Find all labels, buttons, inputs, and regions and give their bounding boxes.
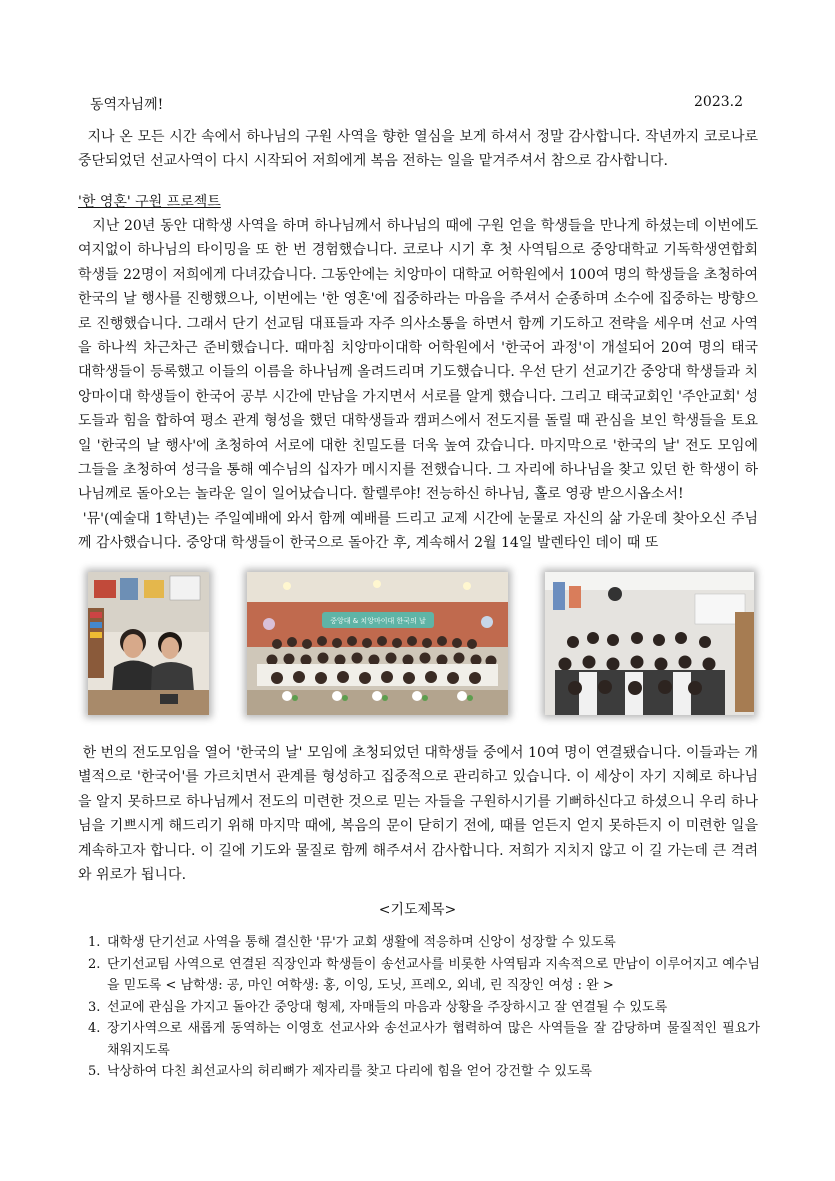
photo-group-event <box>247 572 508 715</box>
main-paragraph-2: '뮤'(예술대 1학년)는 주일예배에 와서 함께 예배를 드리고 교제 시간에 눈물로 자신의 삶 가운데 찾아오신 주님께 감사했습니다. 중앙대 학생들이 한국으로 돌아간 후, 계속해서 2월 14일 발렌타인 데이 때 또 <box>78 510 758 552</box>
after-body: 한 번의 전도모임을 열어 '한국의 날' 모임에 초청되었던 대학생들 중에서 10여 명이 연결됐습니다. 이들과는 개별적으로 '한국어'를 가르치면서 관계를 형성하고 집중적으로 관리하고 있습니다. 이 세상이 자기 지혜로 하나님을 알지 못하므로 하나님께서 전도의 미련한 것으로 믿는 자들을 구원하시기를 기뻐하신다고 하셨으니 우리 하나님을 기쁘시게 해드리기 위해 마지막 때에, 복음의 문이 닫히기 전에, 때를 얻든지 얻지 못하든지 이 미련한 일을 계속하고자 합니다. 이 길에 기도와 물질로 함께 해주셔서 감사합니다. 저희가 지치지 않고 이 길 가는데 큰 격려와 위로가 됩니다. <box>78 745 758 884</box>
main-paragraph: 지난 20년 동안 대학생 사역을 하며 하나님께서 하나님의 때에 구원 얻을 학생들을 만나게 하셨는데 이번에도 여지없이 하나님의 타이밍을 또 한 번 경험했습니다. 코로나 시기 후 첫 사역팀으로 중앙대학교 기독학생연합회 학생들 22명이 저희에게 다녀갔습니다. 그동안에는 치앙마이 대학교 어학원에서 100여 명의 학생들을 초청하여 한국의 날 행사를 진행했으나, 이번에는 '한 영혼'에 집중하라는 마음을 주셔서 순종하며 소수에 집중하는 방향으로 진행했습니다. 그래서 단기 선교팀 대표들과 자주 의사소통을 하면서 함께 기도하고 전략을 세우며 선교 사역을 하나씩 차근차근 준비했습니다. 때마침 치앙마이대학 어학원에서 '한국어 과정'이 개설되어 20여 명의 태국 대학생들이 등록했고 이들의 이름을 하나님께 올려드리며 기도했습니다. 우선 단기 선교기간 중앙대 학생들과 치앙마이대 학생들이 한국어 공부 시간에 만남을 가지면서 서로를 알게 했습니다. 그리고 태국교회인 '주안교회' 성도들과 힘을 합하여 평소 관계 형성을 했던 대학생들과 캠퍼스에서 전도지를 돌릴 때 관심을 보인 학생들을 토요일 '한국의 날 행사'에 초청하여 서로에 대한 친밀도를 더욱 높여 갔습니다. 마지막으로 '한국의 날' 전도 모임에 그들을 초청하여 성극을 통해 예수님의 십자가 메시지를 전했습니다. 그 자리에 하나님을 찾고 있던 한 학생이 하나님께로 돌아오는 놀라운 일이 일어났습니다. 할렐루야! 전능하신 하나님, 홀로 영광 받으시옵소서! <box>78 218 758 503</box>
prayer-item: 1. 대학생 단기선교 사역을 통해 결신한 '뮤'가 교회 생활에 적응하며 신앙이 성장할 수 있도록 <box>88 935 616 950</box>
section-heading: '한 영혼' 구원 프로젝트 <box>78 194 221 210</box>
prayer-item: 3. 선교에 관심을 가지고 돌아간 중앙대 형제, 자매들의 마음과 상황을 주장하시고 잘 연결될 수 있도록 <box>88 999 668 1015</box>
intro-paragraph: 지나 온 모든 시간 속에서 하나님의 구원 사역을 향한 열심을 보게 하셔서 정말 감사합니다. 작년까지 코로나로 중단되었던 선교사역이 다시 시작되어 저희에게 복음 전하는 일을 맡겨주셔서 참으로 감사합니다. <box>78 129 758 170</box>
photo-banner-text: 중앙대 & 치앙마이대 한국의 날 <box>330 617 426 625</box>
photo-two-students <box>88 572 209 715</box>
date: 2023.2 <box>694 94 743 110</box>
main-body <box>78 214 758 554</box>
prayer-list <box>88 932 760 1083</box>
photo-classroom-group <box>545 572 754 715</box>
greeting: 동역자님께! <box>90 97 164 113</box>
prayer-item: 4. 장기사역으로 새롭게 동역하는 이영호 선교사와 송선교사가 협력하여 많은 사역들을 잘 감당하며 물질적인 필요가 채워지도록 <box>88 1021 760 1058</box>
prayer-title: <기도제목> <box>378 902 457 918</box>
prayer-item: 2. 단기선교팀 사역으로 연결된 직장인과 학생들이 송선교사를 비롯한 사역팀과 지속적으로 만남이 이루어지고 예수님을 믿도록 < 남학생: 공, 마인 여학생: 홍, 이잉, 도닛, 프레오, 외네, 린 직장인 여성 : 완 > <box>88 956 760 993</box>
prayer-item: 5. 낙상하여 다친 최선교사의 허리뼈가 제자리를 찾고 다리에 힘을 얻어 강건할 수 있도록 <box>88 1064 592 1079</box>
